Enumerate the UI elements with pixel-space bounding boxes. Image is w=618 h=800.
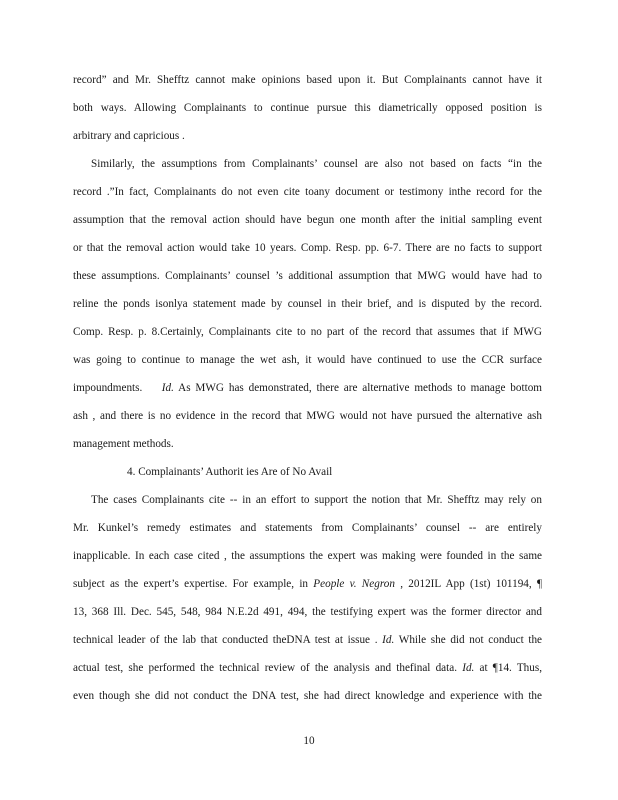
text-line: these assumptions. Complainants’ counsel ’s additional assumption that MWG would have had to (73, 270, 542, 282)
text-fragment: technical leader of the lab that conducted theDNA test at issue . (73, 634, 378, 646)
text-line: 13, 368 Ill. Dec. 545, 548, 984 N.E.2d 491, 494, the testifying expert was the former director and (73, 606, 542, 618)
text-line (73, 633, 542, 647)
text-line: inapplicable. In each case cited , the assumptions the expert was making were founded in the same (73, 550, 542, 562)
text-line (73, 577, 542, 591)
text-line: record .”In fact, Complainants do not even cite toany document or testimony inthe record for the (73, 186, 542, 198)
text-line: management methods. (73, 438, 174, 450)
citation-id: Id. (462, 662, 475, 674)
text-fragment: While she did not conduct the (398, 634, 543, 646)
text-line: Similarly, the assumptions from Complainants’ counsel are also not based on facts “in the (91, 158, 542, 170)
text-line (73, 661, 542, 675)
text-line: reline the ponds isonlya statement made by counsel in their brief, and is disputed by the record. (73, 298, 542, 310)
text-line: ash , and there is no evidence in the record that MWG would not have pursued the alternative ash (73, 410, 542, 422)
text-fragment: impoundments. (73, 382, 143, 394)
text-line: assumption that the removal action should have begun one month after the initial sampling event (73, 214, 542, 226)
text-line: record” and Mr. Shefftz cannot make opinions based upon it. But Complainants cannot have it (73, 74, 542, 86)
text-line: The cases Complainants cite -- in an effort to support the notion that Mr. Shefftz may rely on (91, 494, 542, 506)
text-fragment: As MWG has demonstrated, there are alternative methods to manage bottom (178, 382, 543, 394)
page-number: 10 (303, 735, 315, 747)
text-fragment: , 2012IL App (1st) 101194, ¶ (400, 578, 543, 590)
citation-id: Id. (161, 382, 174, 394)
text-fragment: at ¶14. Thus, (479, 662, 542, 674)
text-line: both ways. Allowing Complainants to continue pursue this diametrically opposed position is (73, 102, 542, 114)
section-heading: 4. Complainants’ Authorit ies Are of No Avail (127, 466, 333, 478)
text-line: Comp. Resp. p. 8.Certainly, Complainants cite to no part of the record that assumes that if MWG (73, 326, 542, 338)
case-name: People v. Negron (313, 578, 395, 590)
text-line (73, 381, 542, 395)
text-line: was going to continue to manage the wet ash, it would have continued to use the CCR surface (73, 354, 542, 366)
text-line: even though she did not conduct the DNA test, she had direct knowledge and experience with the (73, 690, 542, 702)
citation-id: Id. (382, 634, 395, 646)
text-line: or that the removal action would take 10 years. Comp. Resp. pp. 6-7. There are no facts to support (73, 242, 542, 254)
text-line: arbitrary and capricious . (73, 130, 185, 142)
text-fragment: subject as the expert’s expertise. For example, in (73, 578, 309, 590)
text-fragment: actual test, she performed the technical review of the analysis and thefinal data. (73, 662, 458, 674)
text-line: Mr. Kunkel’s remedy estimates and statements from Complainants’ counsel -- are entirely (73, 522, 542, 534)
